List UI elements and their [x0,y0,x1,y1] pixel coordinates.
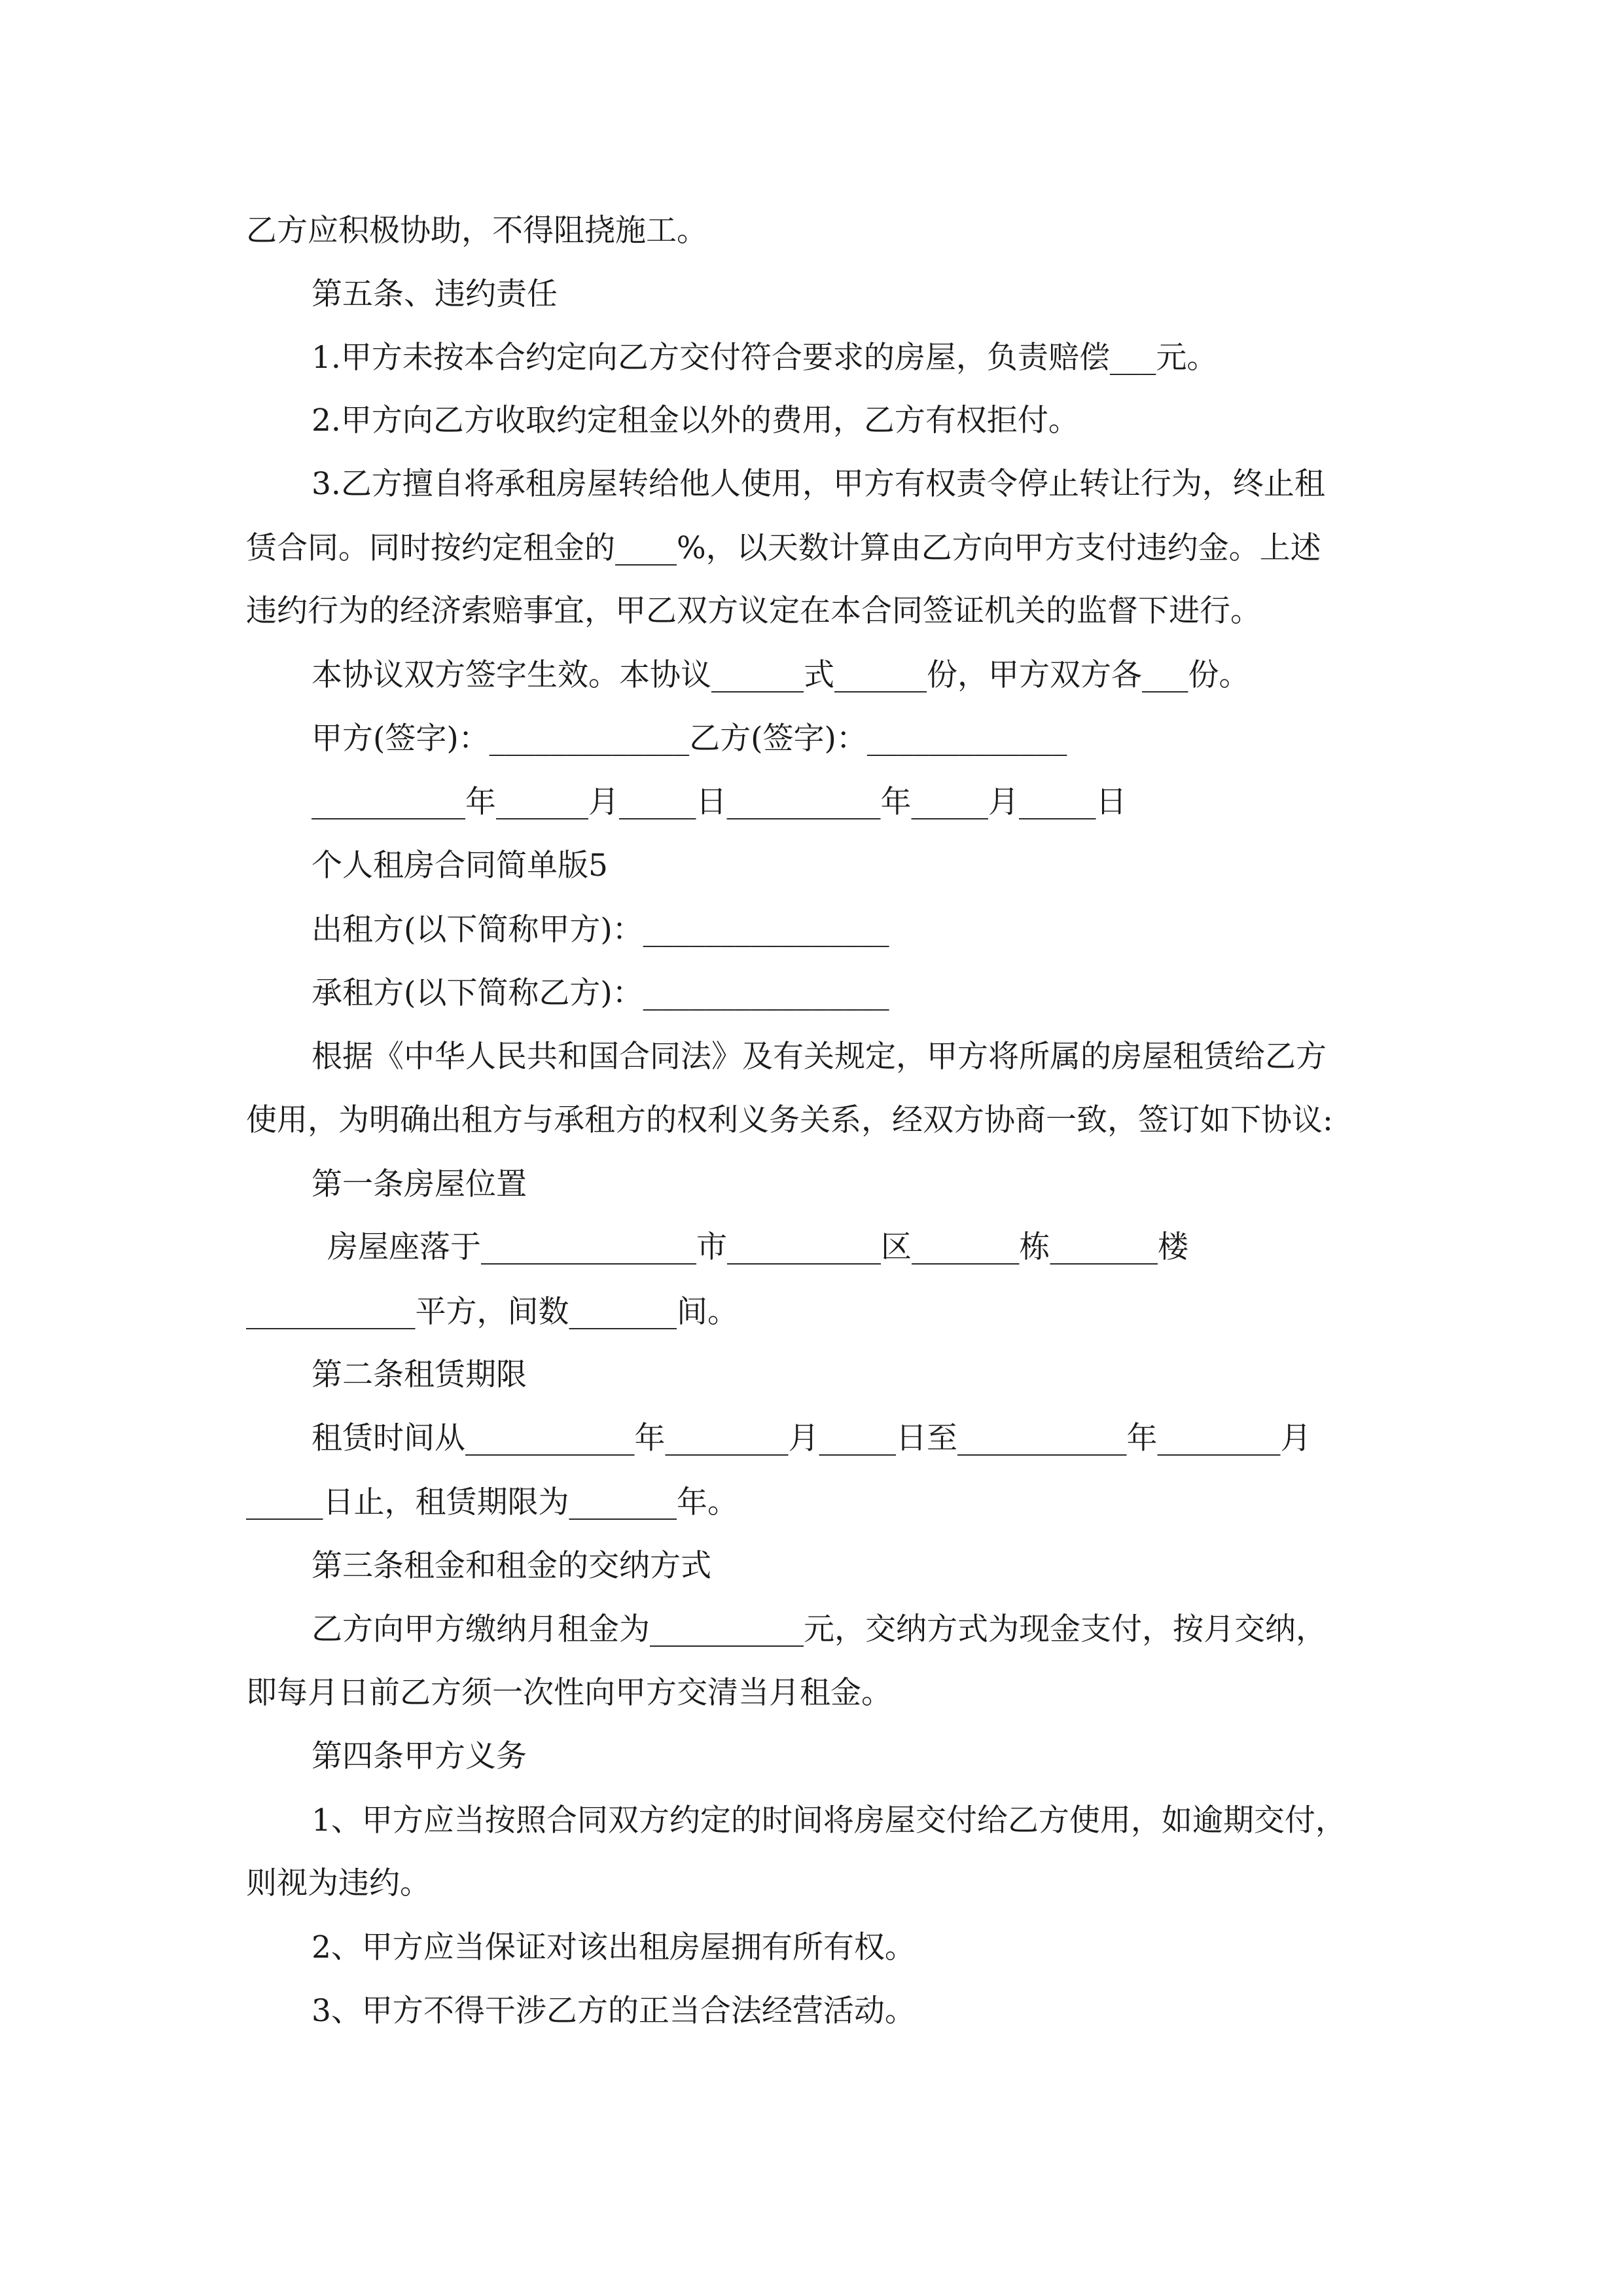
text-line: 承租方(以下简称乙方)：________________ [312,975,889,1011]
text-line: 出租方(以下简称甲方)：________________ [312,912,889,948]
text-line: _____日止，租赁期限为_______年。 [246,1484,738,1520]
signature-line: 甲方(签字)：_____________乙方(签字)：_____________ [312,721,1067,757]
text-line: 3、甲方不得干涉乙方的正当合法经营活动。 [312,1993,916,2029]
text-line: 根据《中华人民共和国合同法》及有关规定，甲方将所属的房屋租赁给乙方 [312,1039,1327,1075]
section-heading: 第五条、违约责任 [312,276,558,312]
text-line: 房屋座落于______________市__________区_______栋_______楼 [327,1229,1188,1265]
text-line: 即每月日前乙方须一次性向甲方交清当月租金。 [246,1675,892,1711]
text-line: 乙方向甲方缴纳月租金为__________元，交纳方式为现金支付，按月交纳， [312,1611,1327,1647]
text-line: 1.甲方未按本合约定向乙方交付符合要求的房屋，负责赔偿___元。 [312,340,1218,376]
text-line: 使用，为明确出租方与承租方的权利义务关系，经双方协商一致，签订如下协议: [246,1102,1333,1138]
text-line: 3.乙方擅自将承租房屋转给他人使用，甲方有权责令停止转让行为，终止租 [312,466,1325,502]
text-line: 违约行为的经济索赔事宜，甲乙双方议定在本合同签证机关的监督下进行。 [246,593,1261,629]
text-line: ___________平方，间数_______间。 [246,1294,738,1330]
text-line: 乙方应积极协助，不得阻挠施工。 [246,213,707,249]
text-line: 2、甲方应当保证对该出租房屋拥有所有权。 [312,1929,916,1965]
section-heading: 第一条房屋位置 [312,1166,527,1202]
section-heading: 第三条租金和租金的交纳方式 [312,1548,711,1584]
document-title: 个人租房合同简单版5 [312,848,608,884]
text-line: 则视为违约。 [246,1865,431,1901]
section-heading: 第四条甲方义务 [312,1738,527,1774]
date-line: __________年______月_____日__________年_____月_____日 [312,784,1127,820]
text-line: 1、甲方应当按照合同双方约定的时间将房屋交付给乙方使用，如逾期交付， [312,1803,1346,1839]
text-line: 2.甲方向乙方收取约定租金以外的费用，乙方有权拒付。 [312,403,1079,439]
text-line: 赁合同。同时按约定租金的____%，以天数计算由乙方向甲方支付违约金。上述 [246,530,1321,566]
section-heading: 第二条租赁期限 [312,1357,527,1393]
text-line: 本协议双方签字生效。本协议______式______份，甲方双方各___份。 [312,657,1250,693]
text-line: 租赁时间从___________年________月_____日至___________年________月 [312,1420,1311,1456]
